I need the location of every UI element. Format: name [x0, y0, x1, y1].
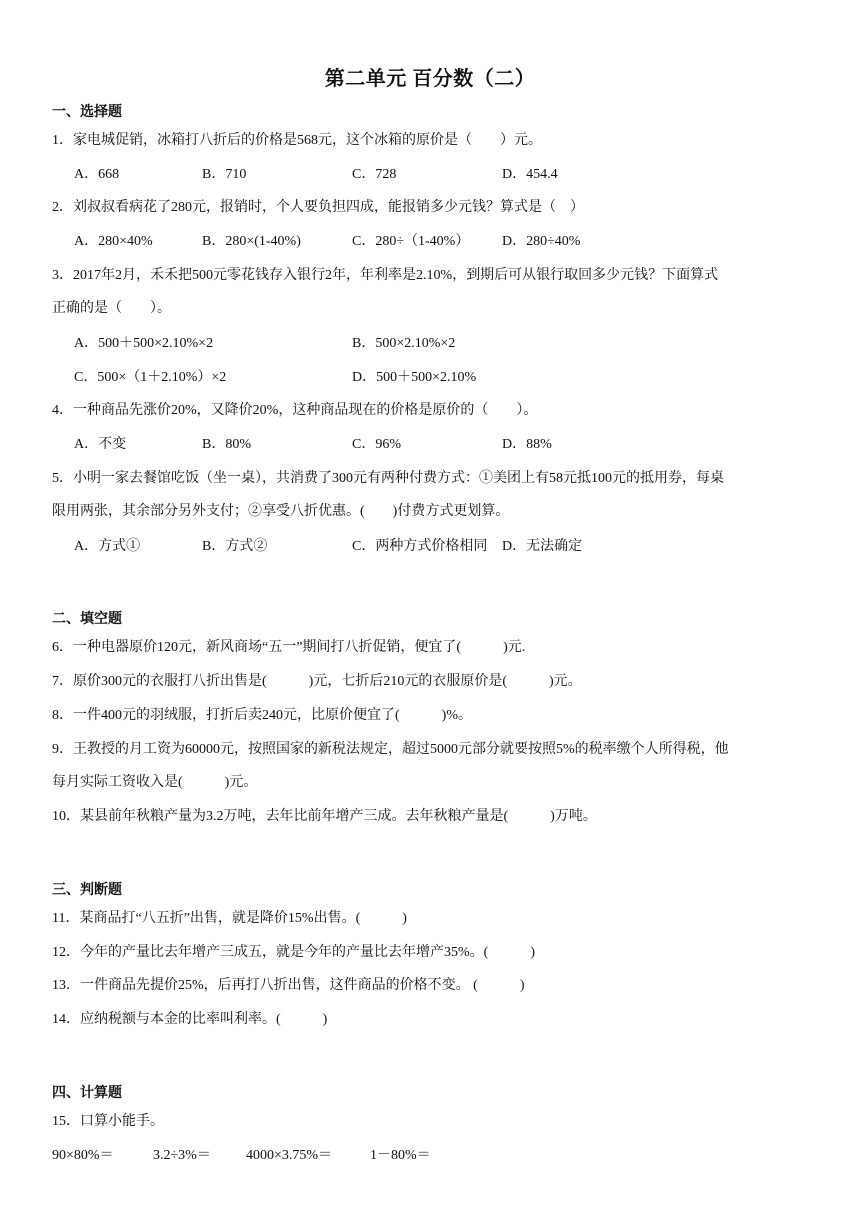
question-9-line-2: 每月实际工资收入是( )元。 — [52, 775, 258, 790]
page-title: 第二单元 百分数（二） — [324, 68, 536, 90]
option-b: B．500×2.10%×2 — [352, 336, 456, 351]
option-c: C．500×（1＋2.10%）×2 — [74, 370, 227, 385]
section-heading-calculation: 四、计算题 — [52, 1085, 122, 1101]
question-8: 8．一件400元的羽绒服，打折后卖240元，比原价便宜了( )%。 — [52, 708, 472, 723]
option-b: B．710 — [202, 167, 247, 182]
question-6: 6．一种电器原价120元，新风商场“五一”期间打八折促销，便宜了( )元. — [52, 640, 526, 655]
option-a: A．500＋500×2.10%×2 — [74, 336, 214, 351]
option-a: A．不变 — [74, 437, 127, 452]
question-1: 1．家电城促销，冰箱打八折后的价格是568元，这个冰箱的原价是（ ）元。 — [52, 133, 542, 148]
question-5-options — [74, 535, 834, 555]
question-12: 12．今年的产量比去年增产三成五，就是今年的产量比去年增产35%。( ) — [52, 945, 535, 960]
question-3-options-row-1 — [74, 332, 834, 352]
section-heading-fill-in: 二、填空题 — [52, 611, 122, 627]
question-1-options — [74, 163, 834, 183]
question-5-line-2: 限用两张，其余部分另外支付；②享受八折优惠。( )付费方式更划算。 — [52, 504, 510, 519]
option-c: C．两种方式价格相同 — [352, 539, 488, 554]
question-4: 4．一种商品先涨价20%，又降价20%，这种商品现在的价格是原价的（ ）。 — [52, 403, 538, 418]
question-5-line-1: 5．小明一家去餐馆吃饭（坐一桌），共消费了300元有两种付费方式：①美团上有58元抵100元的抵用券，每桌 — [52, 471, 724, 486]
option-d: D．454.4 — [502, 167, 558, 182]
question-14: 14．应纳税额与本金的比率叫利率。( ) — [52, 1012, 328, 1027]
question-11: 11．某商品打“八五折”出售，就是降价15%出售。( ) — [52, 911, 407, 926]
option-b: B．280×(1-40%) — [202, 234, 301, 249]
question-4-options — [74, 433, 834, 453]
question-3-line-2: 正确的是（ ）。 — [52, 301, 171, 316]
option-d: D．500＋500×2.10% — [352, 370, 477, 385]
question-10: 10．某县前年秋粮产量为3.2万吨，去年比前年增产三成。去年秋粮产量是( )万吨。 — [52, 809, 597, 824]
question-7: 7．原价300元的衣服打八折出售是( )元，七折后210元的衣服原价是( )元。 — [52, 674, 582, 689]
question-3-options-row-2 — [74, 366, 834, 386]
question-13: 13．一件商品先提价25%，后再打八折出售，这件商品的价格不变。 ( ) — [52, 978, 525, 993]
option-d: D．88% — [502, 437, 552, 452]
question-3-line-1: 3．2017年2月，禾禾把500元零花钱存入银行2年，年利率是2.10%，到期后可从银行取回多少元钱？下面算式 — [52, 268, 719, 283]
calc-item: 1－80%＝ — [370, 1148, 431, 1163]
option-c: C．280÷（1-40%） — [352, 234, 470, 249]
option-a: A．280×40% — [74, 234, 153, 249]
calc-item: 3.2÷3%＝ — [153, 1148, 211, 1163]
mental-math-row — [52, 1144, 812, 1164]
question-2: 2．刘叔叔看病花了280元，报销时，个人要负担四成，能报销多少元钱？算式是（ ） — [52, 200, 584, 215]
option-a: A．方式① — [74, 539, 141, 554]
option-b: B．80% — [202, 437, 251, 452]
section-heading-true-false: 三、判断题 — [52, 882, 122, 898]
calc-item: 90×80%＝ — [52, 1148, 114, 1163]
option-d: D．280÷40% — [502, 234, 581, 249]
option-a: A．668 — [74, 167, 120, 182]
option-c: C．728 — [352, 167, 397, 182]
option-b: B．方式② — [202, 539, 268, 554]
section-heading-choice: 一、选择题 — [52, 104, 122, 120]
option-d: D．无法确定 — [502, 539, 583, 554]
option-c: C．96% — [352, 437, 401, 452]
question-15: 15．口算小能手。 — [52, 1114, 164, 1129]
calc-item: 4000×3.75%＝ — [246, 1148, 333, 1163]
question-9-line-1: 9．王教授的月工资为60000元，按照国家的新税法规定，超过5000元部分就要按照5%的税率缴个人所得税，他 — [52, 742, 729, 757]
question-2-options — [74, 230, 834, 250]
